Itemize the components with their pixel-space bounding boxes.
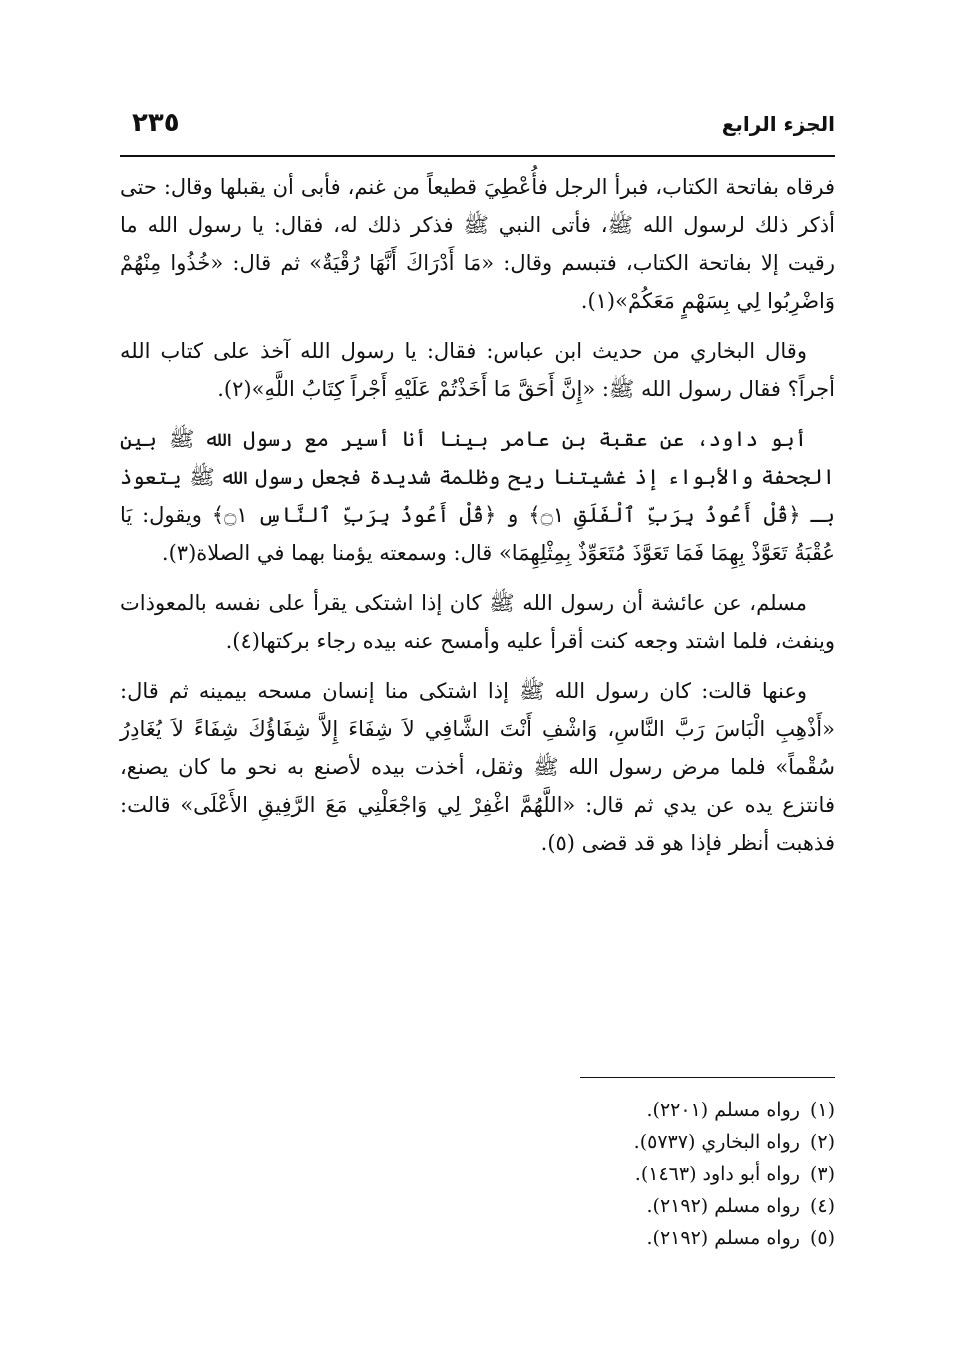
- footnote-number: (١): [809, 1099, 835, 1121]
- running-title: الجزء الرابع: [721, 112, 835, 136]
- header-divider: [120, 155, 835, 157]
- footnote-text: رواه مسلم (٢١٩٢).: [646, 1227, 800, 1249]
- paragraph-muslim: مسلم، عن عائشة أن رسول الله ﷺ كان إذا اشتكى يقرأ على نفسه بالمعوذات وينفث، فلما اشتد وجعه كنت أقرأ عليه وأمسح عنه بيده رجاء بركتها(٤).: [120, 591, 835, 653]
- footnote-item: [420, 1126, 835, 1158]
- paragraph-bukhari: وقال البخاري من حديث ابن عباس: فقال: يا رسول الله آخذ على كتاب الله أجراً؟ فقال رسول الله ﷺ: «إِنَّ أَحَقَّ مَا أَخَذْتُمْ عَلَيْهِ أَجْراً كِتَابُ اللَّهِ»(٢).: [120, 339, 835, 401]
- footnote-number: (٢): [809, 1131, 835, 1153]
- footnote-item: [420, 1158, 835, 1190]
- paragraph-aisha: وعنها قالت: كان رسول الله ﷺ إذا اشتكى منا إنسان مسحه بيمينه ثم قال: «أَذْهِبِ الْبَاسَ رَبَّ النَّاسِ، وَاشْفِ أَنْتَ الشَّافِي لاَ شِفَاءَ إِلاَّ شِفَاؤُكَ شِفَاءً لاَ يُغَادِرُ سُقْماً» فلما مرض رسول الله ﷺ وثقل، أخذت بيده لأصنع به نحو ما كان يصنع، فانتزع يده عن يدي ثم قال: «اللَّهُمَّ اغْفِرْ لِي وَاجْعَلْنِي مَعَ الرَّفِيقِ الأَعْلَى» قالت: فذهبت أنظر فإذا هو قد قضى (٥).: [120, 679, 835, 855]
- footnote-divider: [580, 1077, 835, 1078]
- footnotes: [420, 1094, 835, 1254]
- main-text: [120, 168, 835, 874]
- page-header: [120, 108, 835, 152]
- footnote-text: رواه مسلم (٢٢٠١).: [646, 1099, 800, 1121]
- footnote-item: [420, 1094, 835, 1126]
- paragraph-abu-dawud: أبو داود، عن عقبة بن عامر بينا أنا أسير مع رسول الله ﷺ بين الجحفة والأبواء إذ غشيتنا ريح وظلمة شديدة فجعل رسول الله ﷺ يتعوذ بـ ﴿قُلْ أَعُوذُ بِرَبِّ ٱلْفَلَقِ ۝١﴾ و ﴿قُلْ أَعُوذُ بِرَبِّ ٱلنَّاسِ ۝١﴾ ويقول: يَا عُقْبَةُ تَعَوَّذْ بِهِمَا فَمَا تَعَوَّذَ مُتَعَوِّذٌ بِمِثْلِهِمَا» قال: وسمعته يؤمنا بهما في الصلاة(٣).: [120, 427, 835, 565]
- footnote-text: رواه أبو داود (١٤٦٣).: [634, 1163, 800, 1185]
- footnote-item: [420, 1190, 835, 1222]
- page-number: ٢٣٥: [132, 108, 180, 138]
- footnote-text: رواه البخاري (٥٧٣٧).: [633, 1131, 800, 1153]
- paragraph-continuation: فرقاه بفاتحة الكتاب، فبرأ الرجل فأُعْطِيَ قطيعاً من غنم، فأبى أن يقبلها وقال: حتى أذكر ذلك لرسول الله ﷺ، فأتى النبي ﷺ فذكر ذلك له، فقال: يا رسول الله ما رقيت إلا بفاتحة الكتاب، فتبسم وقال: «مَا أَدْرَاكَ أَنَّهَا رُقْيَةٌ» ثم قال: «خُذُوا مِنْهُمْ وَاضْرِبُوا لِي بِسَهْمٍ مَعَكُمْ»(١).: [120, 175, 835, 313]
- footnote-number: (٣): [809, 1163, 835, 1185]
- footnote-number: (٥): [809, 1227, 835, 1249]
- footnote-item: [420, 1222, 835, 1254]
- footnote-number: (٤): [809, 1195, 835, 1217]
- footnote-text: رواه مسلم (٢١٩٢).: [646, 1195, 800, 1217]
